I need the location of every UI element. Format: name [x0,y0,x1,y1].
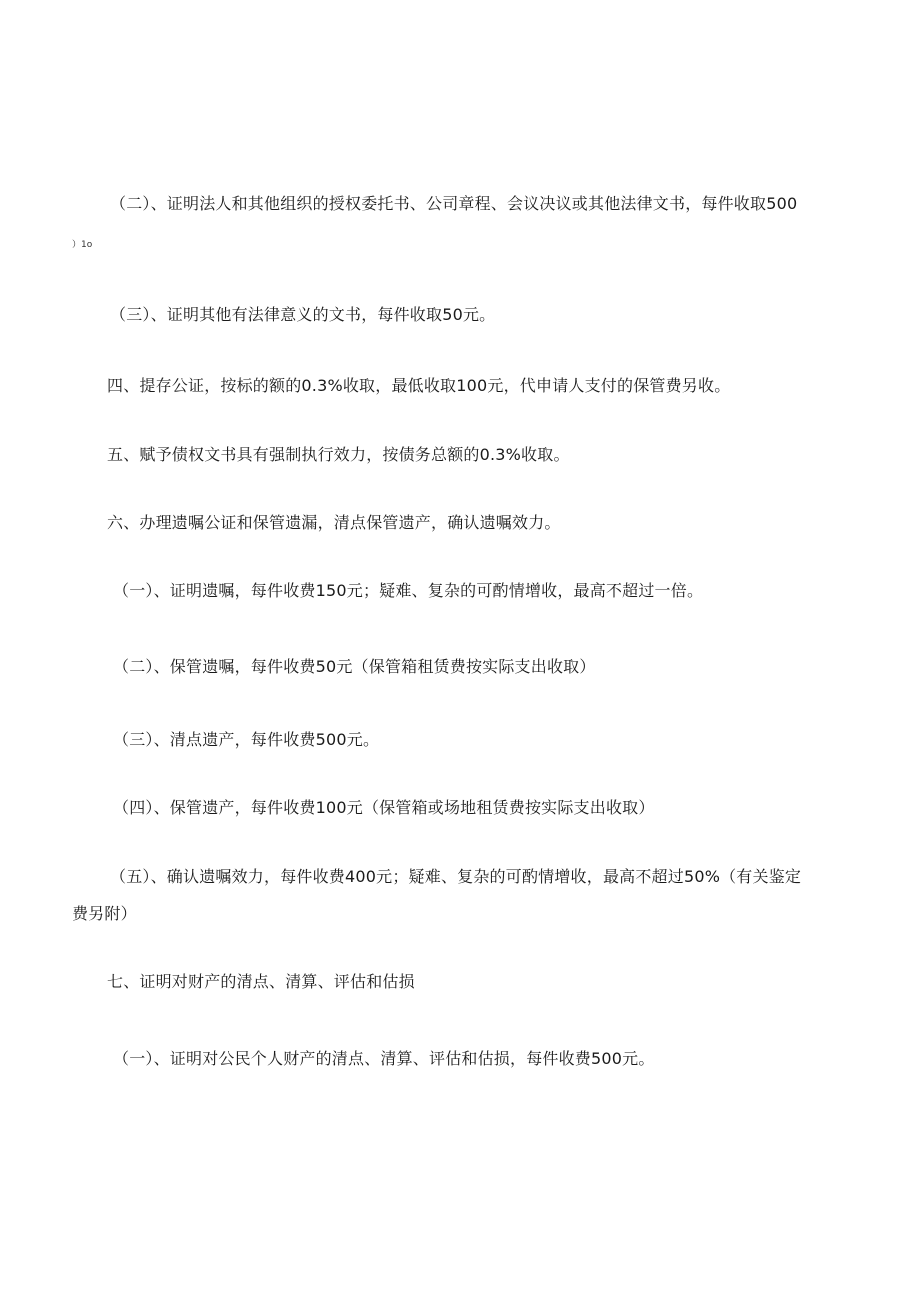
paragraph-7-property-certification: 七、证明对财产的清点、清算、评估和估损 [107,972,415,991]
paragraph-6-3-inventory-estate: （三）、清点遗产，每件收费500元。 [113,730,380,749]
paragraph-6-2-keep-will: （二）、保管遗嘱，每件收费50元（保管箱租赁费按实际支出收取） [113,657,596,676]
paragraph-6-5-confirm-will: （五）、确认遗嘱效力，每件收费400元；疑难、复杂的可酌情增收，最高不超过50%（有关鉴定 [110,867,802,886]
paragraph-2-continuation: ）1o [72,240,93,250]
paragraph-3-other-legal-docs: （三）、证明其他有法律意义的文书，每件收取50元。 [110,305,496,324]
paragraph-5-enforcement-effect: 五、赋予债权文书具有强制执行效力，按债务总额的0.3%收取。 [107,445,570,464]
paragraph-7-1-personal-property: （一）、证明对公民个人财产的清点、清算、评估和估损，每件收费500元。 [113,1049,655,1068]
paragraph-4-escrow-notarization: 四、提存公证，按标的额的0.3%收取，最低收取100元，代申请人支付的保管费另收。 [107,376,731,395]
paragraph-6-5-continuation: 费另附） [72,904,137,923]
paragraph-6-4-keep-estate: （四）、保管遗产，每件收费100元（保管箱或场地租赁费按实际支出收取） [113,798,655,817]
paragraph-6-1-certify-will: （一）、证明遗嘱，每件收费150元；疑难、复杂的可酌情增收，最高不超过一倍。 [113,581,704,600]
paragraph-6-will-notarization: 六、办理遗嘱公证和保管遗漏，清点保管遗产，确认遗嘱效力。 [107,513,561,532]
paragraph-2-corporate-documents: （二）、证明法人和其他组织的授权委托书、公司章程、会议决议或其他法律文书，每件收取500 [110,194,798,213]
